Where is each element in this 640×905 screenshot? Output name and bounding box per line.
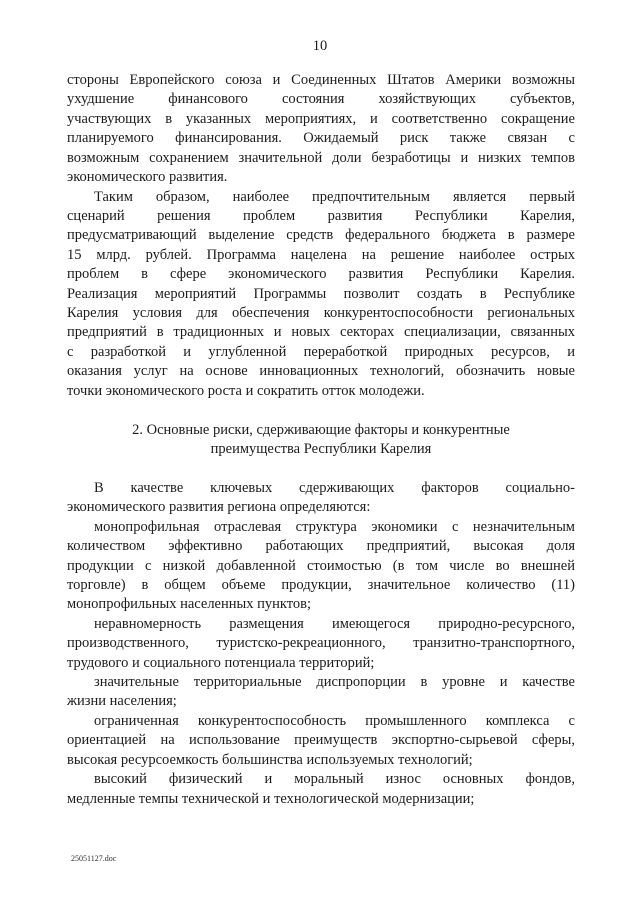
paragraph-scenario (67, 188, 575, 402)
paragraph-territorial-disproportions (67, 673, 575, 712)
text-line: В качестве ключевых сдерживающих факторов социально- (94, 479, 575, 496)
text-line: торговле) в общем объеме продукции, значительное количество (11) (67, 576, 575, 593)
paragraph-risk-continuation (67, 71, 575, 188)
text-line: высокий физический и моральный износ основных фондов, (94, 771, 575, 788)
text-line: Таким образом, наиболее предпочтительным является первый (94, 188, 575, 205)
text-line: ухудшение финансового состояния хозяйствующих субъектов, (67, 91, 575, 108)
document-body (67, 71, 575, 809)
text-line: Карелия условия для обеспечения конкурентоспособности региональных (67, 305, 575, 322)
text-line: оказания услуг на основе инновационных технологий, обозначить новые (67, 363, 575, 380)
text-line: высокая ресурсоемкость большинства используемых технологий; (67, 751, 473, 768)
paragraph-limited-competitiveness (67, 712, 575, 770)
heading-line: 2. Основные риски, сдерживающие факторы и конкурентные (132, 421, 510, 438)
text-line: значительные территориальные диспропорции в уровне и качестве (94, 674, 575, 691)
text-line: монопрофильная отраслевая структура экономики с незначительным (94, 518, 575, 535)
text-line: экономического развития региона определяются: (67, 499, 371, 516)
text-line: Реализация мероприятий Программы позволит создать в Республике (67, 285, 575, 302)
text-line: ориентацией на использование преимуществ экспортно-сырьевой сферы, (67, 732, 575, 749)
text-line: сценарий решения проблем развития Республики Карелия, (67, 207, 575, 224)
text-line: производственного, туристско-рекреационного, транзитно-транспортного, (67, 635, 575, 652)
heading-line: преимущества Республики Карелия (210, 441, 432, 457)
footer-filename: 25051127.doc (71, 854, 117, 863)
text-line: точки экономического роста и сократить отток молодежи. (67, 382, 425, 399)
text-line: предусматривающий выделение средств федерального бюджета в размере (67, 227, 575, 244)
text-line: экономического развития. (67, 169, 228, 186)
paragraph-wear-of-funds (67, 770, 575, 809)
text-line: жизни населения; (67, 693, 177, 710)
text-line: неравномерность размещения имеющегося природно-ресурсного, (94, 615, 575, 632)
page-number: 10 (312, 38, 328, 54)
text-line: стороны Европейского союза и Соединенных Штатов Америки возможны (67, 72, 575, 88)
text-line: медленные темпы технической и технологической модернизации; (67, 790, 475, 807)
paragraph-monoprofile (67, 518, 575, 615)
paragraph-key-factors-intro (67, 479, 575, 518)
text-line: монопрофильных населенных пунктов; (67, 596, 312, 613)
text-line: трудового и социального потенциала территорий; (67, 654, 375, 671)
text-line: ограниченная конкурентоспособность промышленного комплекса с (94, 712, 575, 729)
paragraph-uneven-distribution (67, 615, 575, 673)
text-line: проблем в сфере экономического развития Республики Карелия. (67, 266, 575, 283)
text-line: предприятий в традиционных и новых секторах специализации, связанных (67, 324, 575, 341)
text-line: с разработкой и углубленной переработкой природных ресурсов, и (67, 343, 575, 360)
text-line: продукции с низкой добавленной стоимостью (в том числе во внешней (67, 557, 575, 574)
text-line: 15 млрд. рублей. Программа нацелена на решение наиболее острых (67, 246, 575, 263)
text-line: количеством эффективно работающих предприятий, высокая доля (67, 538, 575, 555)
section-heading (67, 421, 575, 460)
text-line: возможным сохранением значительной доли безработицы и низких темпов (67, 149, 575, 166)
text-line: планируемого финансирования. Ожидаемый риск также связан с (67, 130, 575, 147)
text-line: участвующих в указанных мероприятиях, и соответственно сокращение (67, 110, 575, 127)
